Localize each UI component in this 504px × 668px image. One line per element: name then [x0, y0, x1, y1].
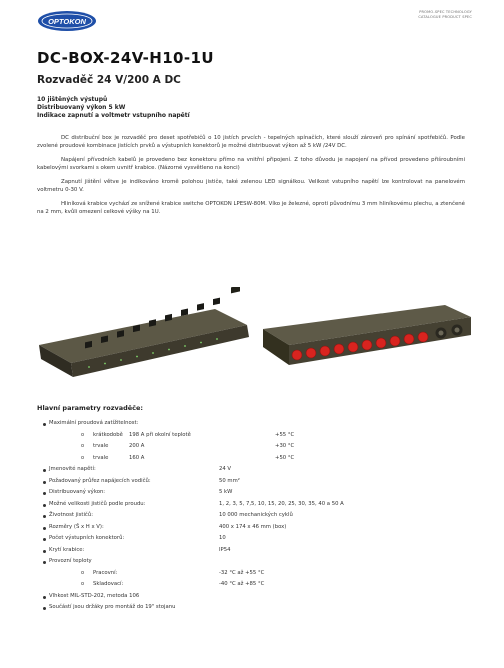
spec-row — [37, 512, 477, 524]
spec-value: 10 000 mechanických cyklů — [219, 512, 293, 518]
description-paragraph: DC distribuční box je rozvaděč pro deset spotřebičů o 10 jistích prvcích - tepelných spínačích, které slouží zároveň pro spínání spotřebičů. Podle zvolené proudové kombinace jistících prvků a výstupních konektorů je možné distribuovat výkon až 5 kW /24V DC. — [37, 135, 465, 149]
box-left-image — [39, 287, 249, 377]
spec-row — [37, 466, 477, 478]
temp-row — [37, 570, 477, 582]
spec-value: 10 — [219, 535, 226, 541]
sub-bullet-icon: o — [81, 569, 85, 576]
feature-list — [37, 96, 190, 121]
bullet-icon — [43, 492, 46, 495]
spec-row — [37, 501, 477, 513]
current-row-name: trvale — [93, 454, 109, 461]
bullet-icon — [43, 469, 46, 472]
spec-list — [37, 420, 477, 616]
current-row-name: krátkodobě — [93, 431, 123, 438]
bullet-icon — [43, 538, 46, 541]
spec-row — [37, 593, 477, 605]
spec-value: 50 mm² — [219, 477, 240, 484]
feature-item: Indikace zapnutí a voltmetr vstupního napětí — [37, 112, 190, 120]
spec-row — [37, 524, 477, 536]
spec-label: Provozní teploty — [49, 558, 92, 564]
temp-row-name: Pracovní: — [93, 569, 118, 576]
bullet-icon — [43, 596, 46, 599]
box-right-image — [263, 305, 471, 365]
feature-item: 10 jištěných výstupů — [37, 96, 108, 103]
sub-bullet-icon: o — [81, 431, 85, 438]
spec-row — [37, 604, 477, 616]
bullet-icon — [43, 481, 46, 484]
feature-item: Distribuovaný výkon 5 kW — [37, 104, 126, 112]
bullet-icon — [43, 607, 46, 610]
description-paragraph: Zapnutí jištění větve je indikováno kromě polohou jističe, také zelenou LED signálkou. Velikost vstupního napětí lze kontrolovat na panelovém voltmetru 0-30 V. — [37, 179, 465, 193]
current-row-temp: +55 °C — [275, 431, 295, 438]
temp-row-value: -40 °C až +85 °C — [219, 581, 265, 587]
current-row — [37, 432, 477, 444]
spec-row — [37, 535, 477, 547]
spec-row — [37, 478, 477, 490]
bullet-icon — [43, 561, 46, 564]
bullet-icon — [43, 515, 46, 518]
description-paragraph: Napájení přívodních kabelů je provedeno bez konektoru přímo na vnitřní připojení. Z toho důvodu je napojení na přívod provedeno přišroubními kabelovými svorkami s okem uvnitř krabice. (Názorné vysvětleno na konci) — [37, 157, 465, 171]
bullet-icon — [43, 423, 46, 426]
spec-label: Možné velikosti jističů podle proudu: — [49, 500, 146, 507]
spec-label: Maximální proudová zatížitelnost: — [49, 420, 139, 426]
spec-label: Distribuovaný výkon: — [49, 489, 106, 495]
header-right-line-2: CATALOGUE PRODUCT SPEC — [418, 14, 472, 19]
optokon-logo — [37, 10, 97, 32]
spec-label: Krytí krabice: — [49, 546, 85, 553]
current-row-value: 198 A při okolní teplotě — [129, 431, 191, 438]
current-row — [37, 443, 477, 455]
temp-row — [37, 581, 477, 593]
spec-label: Jmenovité napětí: — [49, 466, 96, 472]
bullet-icon — [43, 527, 46, 530]
spec-row-temperature — [37, 558, 477, 570]
spec-label: Požadovaný průřez napájecích vodičů: — [49, 477, 151, 484]
spec-value: 24 V — [219, 466, 232, 472]
product-photo — [35, 287, 475, 407]
current-row-temp: +50 °C — [275, 454, 295, 461]
current-row — [37, 455, 477, 467]
current-row-name: trvale — [93, 443, 109, 449]
header-right-line-1: PROMO-SPEC TECHNOLOGY — [419, 10, 472, 14]
spec-row — [37, 547, 477, 559]
bullet-icon — [43, 550, 46, 553]
bullet-icon — [43, 504, 46, 507]
page-title: DC-BOX-24V-H10-1U — [37, 49, 214, 67]
spec-label: Počet výstupních konektorů: — [49, 535, 125, 541]
spec-row-max-current — [37, 420, 477, 432]
spec-label: Vlhkost MIL-STD-202, metoda 106 — [49, 592, 140, 599]
spec-label: Součástí jsou držáky pro montáž do 19" stojanu — [49, 604, 176, 610]
sub-bullet-icon: o — [81, 581, 85, 587]
page-subtitle: Rozvaděč 24 V/200 A DC — [37, 74, 181, 86]
current-row-temp: +30 °C — [275, 443, 295, 449]
spec-value: 5 kW — [219, 489, 233, 495]
spec-row — [37, 489, 477, 501]
spec-value: IP54 — [219, 546, 231, 553]
sub-bullet-icon: o — [81, 443, 85, 449]
description-paragraph: Hliníková krabice vychází ze snížené krabice switche OPTOKON LPESW-80M. Víko je železné, oproti původnímu 3 mm hliníkovému plechu, a ztenčené na 2 mm, kvůli omezení celkové výšky na 1U. — [37, 201, 465, 215]
temp-row-name: Skladovací: — [93, 581, 124, 587]
spec-value: 400 x 174 x 46 mm (box) — [219, 523, 287, 530]
sub-bullet-icon: o — [81, 454, 85, 461]
temp-row-value: -32 °C až +55 °C — [219, 569, 265, 576]
svg-text:OPTOKON: OPTOKON — [48, 16, 86, 26]
current-row-value: 200 A — [129, 443, 145, 449]
header-right — [402, 10, 472, 19]
current-row-value: 160 A — [129, 454, 145, 461]
spec-label: Rozměry (Š x H x V): — [49, 523, 104, 530]
description — [37, 134, 465, 222]
params-heading: Hlavní parametry rozvaděče: — [37, 404, 144, 412]
spec-label: Životnost jističů: — [49, 512, 93, 518]
spec-value: 1, 2, 3, 5, 7,5, 10, 15, 20, 25, 30, 35, 40 a 50 A — [219, 500, 344, 507]
